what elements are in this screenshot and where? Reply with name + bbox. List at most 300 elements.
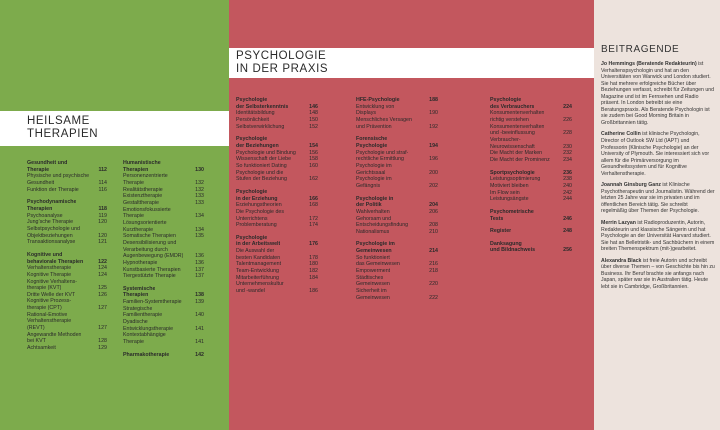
toc-entry [236,170,318,177]
toc-page-number [105,252,107,259]
toc-page-number [202,207,204,214]
toc-entry [27,338,107,345]
toc-entry-title: Kognitive Prozess- [27,298,72,305]
toc-entry [27,233,107,240]
toc-entry-title: Die Macht der Marken [490,150,543,157]
contributor-name: Joannah Ginsburg Ganz [601,182,661,189]
toc-entry [236,97,318,104]
toc-entry-title: und Bildnachweis [490,247,536,254]
toc-entry-title: Kunstbasierte Therapien [123,266,181,273]
toc-entry [490,104,572,111]
toc-entry-title: das Gemeinwesen [356,261,400,268]
toc-page-number: 200 [429,169,438,176]
toc-page-number: 222 [429,294,438,301]
toc-entry-title: Wissenschaft der Liebe [236,156,292,163]
toc-entry [356,110,438,117]
contributor-bio [601,220,715,253]
toc-entry [356,216,438,223]
toc-entry-title: Psychologie in [356,195,394,202]
toc-entry [123,273,204,280]
toc-page-number: 216 [429,261,438,268]
toc-page-number: 248 [563,228,572,235]
toc-entry-title: Desensibilisierung und [123,239,177,246]
toc-entry-title: und Prävention [356,123,392,130]
toc-entry-title: Displays [356,110,377,117]
toc-entry-title: der Politik [356,202,382,209]
toc-entry-title: Identitätsbildung [236,110,275,117]
toc-entry [236,216,318,223]
toc-page-number: 141 [195,325,204,332]
toc-entry [123,200,204,207]
toc-entry-title: Verhaltenstherapie [27,265,72,272]
toc-page-number [316,248,318,255]
toc-page-number: 188 [429,97,438,103]
toc-page-number [316,136,318,143]
toc-page-number: 134 [195,213,204,220]
toc-entry-title: Talentmanagement [236,261,282,268]
toc-entry-title: Therapie [123,339,144,346]
toc-entry-title: Psychoanalyse [27,212,63,219]
toc-entry-title: Erziehungstheorien [236,202,282,209]
toc-page-number: 166 [309,195,318,202]
toc-entry-title: Psychologie im [356,241,395,248]
toc-entry-title: Transaktionsanalyse [27,239,76,246]
toc-page-number: 121 [98,239,107,246]
toc-entry [236,176,318,183]
toc-page-number: 139 [195,299,204,306]
toc-entry-title: Psychologie im [356,162,392,169]
toc-page-number: 146 [309,103,318,110]
toc-entry-title: Problemberatung [236,222,277,229]
toc-entry-title: Dritte Welle der KVT [27,291,76,298]
toc-entry-title: Kontextabhängige [123,332,166,339]
toc-entry [27,239,107,246]
toc-page-number: 224 [563,103,572,110]
toc-entry-title: Stufen der Beziehung [236,176,287,183]
toc-entry [123,233,204,240]
toc-entry [123,187,204,194]
toc-page-number [436,255,438,262]
toc-page-number: 152 [309,123,318,130]
toc-entry-title: Augenbewegung (EMDR) [123,253,184,260]
contributor-bio [601,182,715,215]
toc-entry-title: Nationalismus [356,228,390,235]
toc-entry [490,190,572,197]
toc-column [27,160,107,352]
toc-entry-title: Therapien [123,166,149,173]
toc-entry-title: Team-Entwicklung [236,268,279,275]
toc-page-number: 192 [429,123,438,130]
toc-entry-title: Die Auswahl der [236,248,275,255]
toc-entry-title: Selbstpsychologie und [27,225,81,232]
toc-entry [123,332,204,339]
section-title: PSYCHOLOGIE IN DER PRAXIS [236,50,329,75]
toc-entry-title: Städtisches [356,274,384,281]
toc-entry [236,248,318,255]
toc-page-number: 118 [98,205,107,212]
toc-entry [123,312,204,319]
toc-page-number [436,216,438,223]
toc-entry-title: Therapien [27,205,53,212]
toc-page-number: 226 [563,116,572,123]
toc-page-number: 236 [563,169,572,176]
toc-entry [123,207,204,214]
toc-entry-title: So funktioniert Dating [236,162,287,169]
toc-page-number: 162 [309,176,318,183]
toc-entry [27,298,107,305]
contributor-name: Catherine Collin [601,131,641,138]
toc-page-number: 135 [195,233,204,240]
toc-page-number [436,241,438,248]
toc-entry [356,163,438,170]
toc-entry [490,130,572,137]
toc-page-number [436,275,438,282]
toc-entry [27,279,107,286]
toc-page-number: 160 [309,162,318,169]
toc-entry [27,292,107,299]
toc-page-number: 112 [98,166,107,173]
toc-page-number: 148 [309,110,318,117]
toc-entry-title: therapie (KVT) [27,285,62,292]
toc-entry-title: Therapie [123,179,144,186]
toc-entry [27,265,107,272]
toc-page-number: 141 [195,339,204,346]
toc-page-number: 130 [195,166,204,173]
toc-entry [27,199,107,206]
toc-page-number [436,196,438,203]
toc-entry-title: Personenzentrierte [123,173,168,180]
toc-entry [356,229,438,236]
toc-page-number: 206 [429,208,438,215]
toc-entry-title: Register [490,228,512,235]
toc-entry [236,156,318,163]
toc-page-number: 136 [195,259,204,266]
toc-page-number: 119 [98,212,107,219]
toc-entry-title: Neurowissenschaft [490,143,535,150]
toc-entry [356,170,438,177]
section-panel-praxis [229,0,594,430]
toc-entry-title: in der Arbeitswelt [236,241,281,248]
toc-entry-title: Therapien [123,292,149,299]
toc-page-number: 168 [309,202,318,209]
toc-page-number: 120 [98,232,107,239]
toc-entry [236,281,318,288]
toc-entry-title: Humanistische [123,160,161,166]
toc-entry [236,163,318,170]
toc-page-number [105,199,107,206]
toc-entry [27,213,107,220]
contributors-list [601,61,715,296]
toc-entry [490,241,572,248]
toc-entry-title: Gesundheit [27,179,55,186]
toc-entry [236,268,318,275]
toc-entry [27,285,107,292]
toc-entry [356,295,438,302]
toc-entry-title: Tiergestützte Therapie [123,273,176,280]
toc-entry [356,241,438,248]
toc-entry [27,180,107,187]
toc-entry [27,160,107,167]
toc-page-number: 132 [195,179,204,186]
toc-entry [236,241,318,248]
toc-page-number [570,124,572,131]
toc-entry-title: Kurztherapie [123,226,154,233]
toc-entry-title: Forensische [356,136,388,143]
toc-entry [123,173,204,180]
section-title: HEILSAME THERAPIEN [27,115,99,140]
toc-page-number [202,332,204,339]
toc-entry-title: Psychometrische [490,208,534,215]
toc-entry-title: Psychologie [356,142,388,149]
toc-entry [123,240,204,247]
toc-page-number [202,306,204,313]
toc-page-number: 202 [429,182,438,189]
toc-entry-title: Kognitive Therapie [27,271,72,278]
toc-entry-title: Objektbeziehungen [27,232,73,239]
toc-entry-title: Angewandte Methoden [27,331,82,338]
toc-entry [236,209,318,216]
toc-page-number: 134 [195,226,204,233]
toc-entry-title: Verhaltenstherapie [27,318,72,325]
toc-page-number: 114 [98,179,107,186]
toc-page-number [436,176,438,183]
toc-page-number: 132 [195,186,204,193]
toc-page-number: 125 [98,285,107,292]
toc-page-number [316,97,318,104]
toc-entry-title: Somatische Therapien [123,233,176,240]
toc-entry [27,345,107,352]
toc-page-number: 124 [98,271,107,278]
toc-page-number [202,319,204,326]
toc-page-number: 174 [309,222,318,229]
toc-page-number [105,312,107,319]
toc-page-number: 180 [309,261,318,268]
toc-entry-title: Familientherapie [123,312,163,319]
toc-entry [123,193,204,200]
toc-entry-title: Mitarbeiterführung [236,274,279,281]
toc-entry-title: und -beeinflussung [490,130,535,137]
toc-entry [236,288,318,295]
toc-page-number [436,163,438,170]
toc-entry-title: Selbstverwirklichung [236,123,285,130]
toc-entry-title: Strategische [123,305,153,312]
toc-entry-title: Psychologie und die [236,169,284,176]
contributor-bio [601,61,715,126]
contributor-name: Jo Hemmings (Beratende Redakteurin) [601,61,697,67]
toc-page-number: 210 [429,228,438,235]
toc-entry [356,268,438,275]
toc-page-number: 137 [195,273,204,280]
toc-entry [236,255,318,262]
toc-entry [356,202,438,209]
toc-entry-title: Gefängnis [356,182,381,189]
toc-entry-title: Leistungsängste [490,196,529,203]
toc-entry [490,110,572,117]
toc-entry-title: Psychologie [236,136,268,143]
toc-entry [356,150,438,157]
toc-entry-title: Pharmakotherapie [123,351,170,358]
toc-entry [236,117,318,124]
toc-entry [236,275,318,282]
toc-entry-title: Empowerment [356,268,391,275]
toc-entry-title: (REVT) [27,325,45,332]
toc-entry-title: richtig verstehen [490,116,529,123]
toc-page-number: 137 [195,266,204,273]
contributor-name: Merrin Lazyan [601,220,636,227]
toc-page-number: 218 [429,268,438,275]
toc-page-number [316,281,318,288]
toc-entry-title: in der Erziehung [236,195,278,202]
contributor-text: ist Radioproduzentin, Autorin, Redakteurin und klassische Sängerin und hat Psychologie an der Universität Harvard studiert. Sie hat an Belletristik- und Sachbüchern in einem breiten Themenspektrum (mit-)gearbeitet. [601,220,715,253]
toc-entry-title: Die Psychologie des [236,208,284,215]
toc-entry-title: behaviorale Therapien [27,258,84,265]
toc-page-number: 208 [429,222,438,229]
toc-entry [490,150,572,157]
toc-page-number [202,220,204,227]
toc-entry [27,167,107,174]
toc-entry [490,196,572,203]
toc-entry-title: Leistungsoptimierung [490,176,541,183]
toc-page-number: 136 [195,253,204,260]
toc-page-number: 142 [195,351,204,358]
toc-entry [27,325,107,332]
toc-entry [356,209,438,216]
contributor-bio [601,131,715,177]
toc-page-number: 124 [98,265,107,272]
toc-page-number [105,298,107,305]
toc-entry-title: Jung’sche Therapie [27,219,74,226]
toc-entry [123,180,204,187]
toc-column [490,97,572,254]
toc-entry [27,318,107,325]
toc-entry-title: Rational-Emotive [27,311,68,318]
toc-page-number [202,173,204,180]
toc-entry-title: der Selbsterkenntnis [236,103,289,110]
toc-entry [236,261,318,268]
toc-entry [356,261,438,268]
toc-entry [356,281,438,288]
toc-page-number [202,286,204,293]
toc-page-number [316,189,318,196]
toc-entry-title: Gemeinwesen [356,294,390,301]
toc-entry [356,255,438,262]
toc-entry [123,253,204,260]
toc-page-number: 122 [98,258,107,265]
toc-page-number [316,209,318,216]
toc-entry [123,352,204,359]
toc-page-number [105,279,107,286]
toc-entry [356,136,438,143]
contributor-text: ist Klinische Psychotherapeutin und Journalistin. Während der letzten 25 Jahre war sie im privaten und im öffentlichen Bereich tätig. Sie schreibt regelmäßig über Themen der Psychologie. [601,182,715,215]
toc-page-number: 154 [309,142,318,149]
toc-entry-title: Lösungsorientierte [123,219,167,226]
toc-entry [27,219,107,226]
toc-entry [27,252,107,259]
contributor-bio [601,258,715,291]
toc-page-number [436,117,438,124]
toc-page-number: 116 [98,186,107,193]
toc-entry [27,259,107,266]
toc-page-number [570,241,572,248]
toc-page-number [436,136,438,143]
toc-entry-title: Motiviert bleiben [490,182,529,189]
toc-entry-title: Gestalttherapie [123,199,159,206]
toc-entry-title: Verbraucher- [490,136,521,143]
toc-entry-title: HFE-Psychologie [356,97,400,103]
toc-entry-title: Sportpsychologie [490,169,535,176]
toc-entry [236,150,318,157]
contributor-text: ist freie Autorin und schreibt über diverse Themen – von Geschichte bis hin zu Business. Ihr Beruf brachte sie anfangs nach Japan, später war sie in Australien tätig. Heute lebt sie in Cambridge, Großbritannien. [601,257,715,290]
toc-entry-title: bei KVT [27,338,46,345]
toc-page-number: 140 [195,312,204,319]
toc-page-number [316,235,318,242]
toc-entry [356,183,438,190]
toc-entry [356,143,438,150]
toc-entry [236,136,318,143]
toc-entry-title: Familien-Systemtherapie [123,299,182,306]
toc-entry-title: Emotionsfokussierte [123,206,171,213]
toc-entry-title: des Verbrauchers [490,103,535,110]
toc-page-number [105,318,107,325]
toc-page-number: 182 [309,268,318,275]
toc-entry [27,187,107,194]
toc-entry-title: Psychodynamische [27,199,77,206]
toc-entry-title: Danksagung [490,240,522,247]
toc-page-number: 127 [98,305,107,312]
toc-page-number: 127 [98,325,107,332]
toc-entry [356,97,438,104]
toc-entry [356,176,438,183]
toc-entry [490,137,572,144]
toc-page-number [105,332,107,339]
toc-entry-title: Unternehmenskultur [236,281,284,288]
toc-page-number [316,170,318,177]
toc-page-number: 230 [563,143,572,150]
toc-entry-title: Gemeinwesen [356,248,392,255]
toc-entry [490,170,572,177]
toc-entry [123,160,204,167]
toc-page-number [436,288,438,295]
toc-entry-title: Gemeinwesen [356,281,390,288]
toc-page-number: 240 [563,182,572,189]
toc-entry-title: Existenztherapie [123,193,163,200]
toc-entry [236,196,318,203]
toc-page-number: 178 [309,254,318,261]
toc-entry [356,248,438,255]
toc-entry [356,124,438,131]
toc-entry [356,196,438,203]
toc-entry-title: Kognitive und [27,251,63,258]
toc-entry-title: besten Kandidaten [236,254,281,261]
toc-page-number [436,104,438,111]
toc-entry-title: Achtsamkeit [27,345,56,352]
toc-page-number: 246 [563,215,572,222]
toc-page-number: 176 [309,241,318,248]
toc-entry-title: Konsumentenverhalten [490,110,545,117]
toc-entry-title: Gerichtssaal [356,169,386,176]
toc-entry-title: Unterrichtens [236,215,268,222]
toc-page-number [436,150,438,157]
toc-page-number: 204 [429,202,438,209]
toc-page-number: 138 [195,292,204,299]
toc-column [356,97,438,301]
toc-page-number [570,97,572,104]
toc-entry [123,299,204,306]
toc-entry [236,110,318,117]
toc-page-number [570,137,572,144]
toc-entry [123,247,204,254]
toc-page-number [570,209,572,216]
